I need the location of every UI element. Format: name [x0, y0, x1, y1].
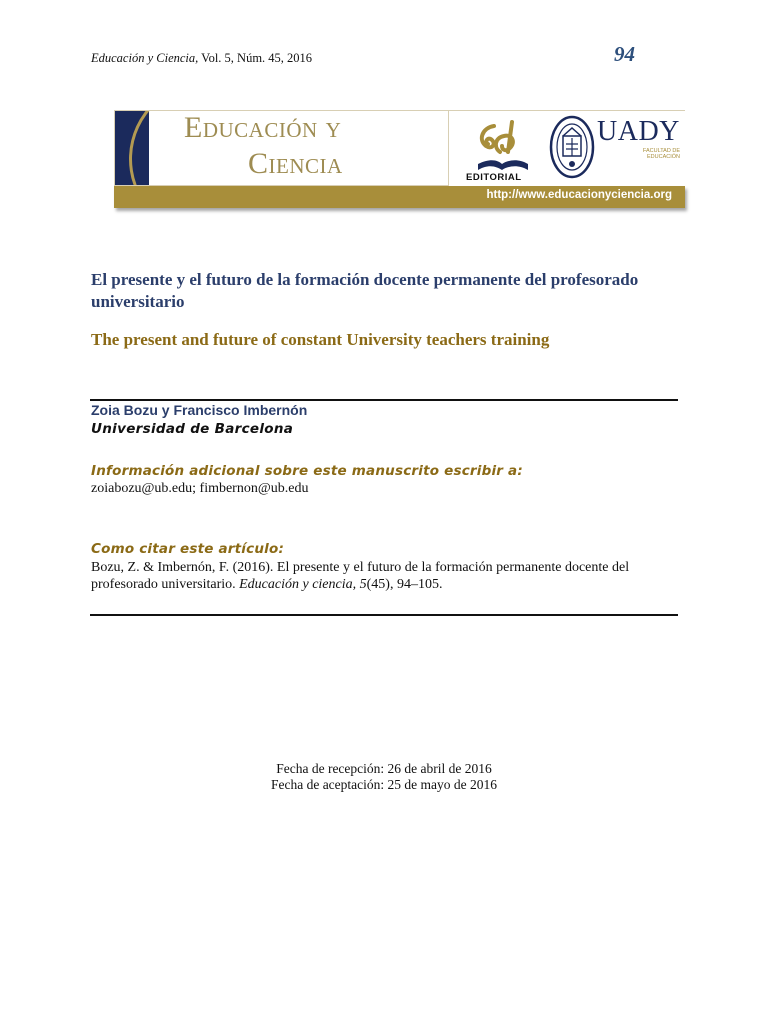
citation-main: Bozu, Z. & Imbernón, F. (2016). El presente y el futuro de la formación permanente docente del profesorado universitario. — [91, 560, 630, 592]
university-name: UADY — [597, 116, 680, 147]
article-authors: Zoia Bozu y Francisco Imbernón — [91, 402, 308, 418]
author-affiliation: Universidad de Barcelona — [91, 421, 294, 437]
section-divider-top — [90, 399, 678, 401]
volume-info: Vol. 5, Núm. 45, 2016 — [198, 51, 313, 65]
citation-label: Como citar este artículo: — [91, 541, 285, 557]
article-title-spanish: El presente y el futuro de la formación docente permanente del profesorado universitario — [91, 270, 639, 311]
journal-name: Educación y Ciencia, — [91, 51, 199, 65]
banner-title-line2: Ciencia — [248, 147, 343, 180]
manuscript-dates — [0, 761, 768, 793]
citation-journal: Educación y ciencia, 5 — [239, 577, 367, 592]
journal-url-link[interactable]: http://www.educacionyciencia.org — [486, 189, 672, 201]
banner-title-panel — [114, 110, 449, 186]
section-divider-bottom — [90, 614, 678, 616]
journal-banner — [114, 110, 685, 212]
contact-emails[interactable]: zoiabozu@ub.edu; fimbernon@ub.edu — [91, 481, 309, 496]
citation-text — [91, 559, 681, 593]
contact-label: Información adicional sobre este manuscrito escribir a: — [91, 463, 523, 479]
university-seal-icon — [549, 114, 595, 180]
page-number: 94 — [614, 42, 635, 66]
editorial-label: EDITORIAL — [466, 172, 522, 183]
date-received: Fecha de recepción: 26 de abril de 2016 — [276, 761, 492, 776]
running-header — [91, 51, 312, 66]
date-accepted: Fecha de aceptación: 25 de mayo de 2016 — [270, 777, 498, 792]
article-title-english: The present and future of constant University teachers training — [91, 330, 550, 349]
university-faculty: FACULTAD DE EDUCACIÓN — [642, 148, 680, 160]
citation-tail: (45), 94–105. — [366, 577, 443, 592]
banner-title-line1: Educación y — [184, 111, 342, 144]
